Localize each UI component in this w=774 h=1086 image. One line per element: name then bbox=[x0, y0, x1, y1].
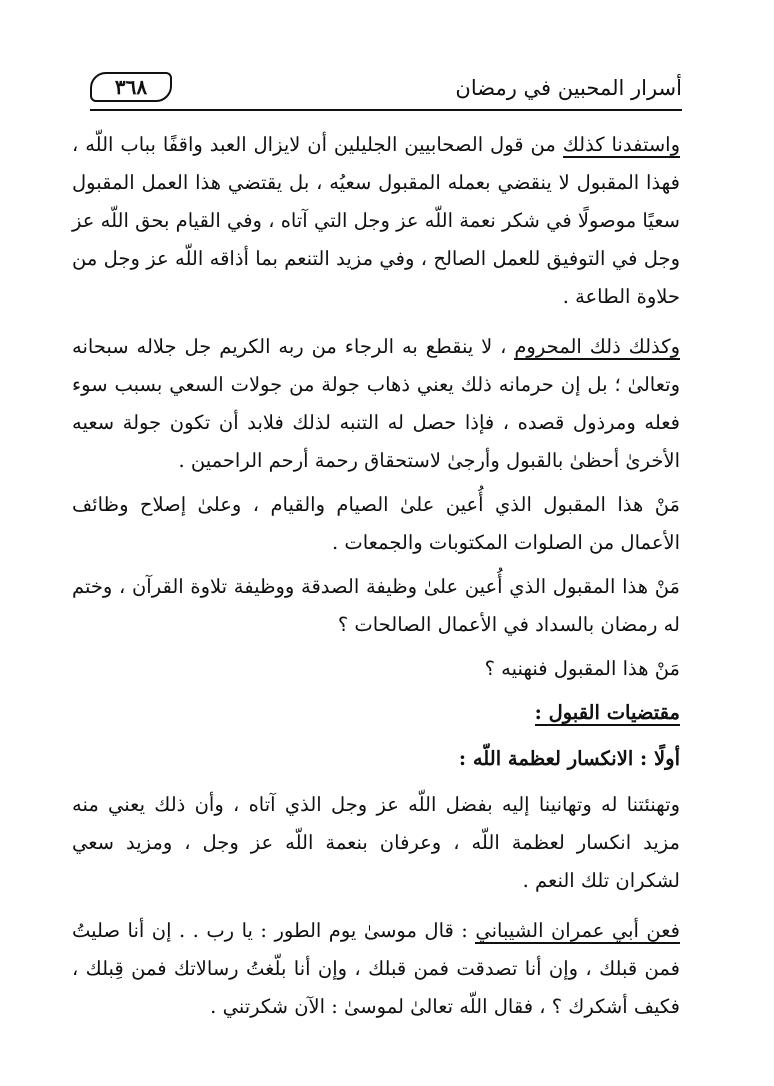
paragraph-6 bbox=[72, 786, 680, 900]
page-number-badge: ٣٦٨ bbox=[90, 72, 172, 102]
paragraph-4-text: مَنْ هذا المقبول الذي أُعين علىٰ وظيفة الصدقة ووظيفة تلاوة القرآن ، وختم له رمضان بالسداد في الأعمال الصالحات ؟ bbox=[72, 575, 680, 636]
paragraph-7-lead: فعن أبي عمران الشيباني bbox=[475, 919, 680, 942]
paragraph-2-text: ، لا ينقطع به الرجاء من ربه الكريم جل جلاله سبحانه وتعالىٰ ؛ بل إن حرمانه ذلك يعني ذهاب جولة من جولات السعي بسبب سوء فعله ومرذول قصده ، فإذا حصل له التنبه لذلك فلابد أن تكون جولة سعيه الأخرىٰ أحظىٰ بالقبول وأرجىٰ لاستحقاق رحمة أرحم الراحمين . bbox=[72, 335, 680, 472]
section-heading bbox=[72, 694, 680, 732]
running-title: أسرار المحبين في رمضان bbox=[455, 76, 682, 100]
paragraph-3-text: مَنْ هذا المقبول الذي أُعين علىٰ الصيام والقيام ، وعلىٰ إصلاح وظائف الأعمال من الصلوات المكتوبات والجمعات . bbox=[72, 493, 680, 554]
subsection-heading bbox=[72, 740, 680, 778]
paragraph-1-lead: واستفدنا كذلك bbox=[562, 133, 681, 156]
header-rule bbox=[90, 109, 682, 111]
page-header bbox=[90, 62, 682, 114]
section-heading-text: مقتضيات القبول : bbox=[534, 701, 680, 724]
paragraph-5-text: مَنْ هذا المقبول فنهنيه ؟ bbox=[484, 657, 680, 680]
subsection-heading-text: أولًا : الانكسار لعظمة اللّه : bbox=[458, 747, 680, 770]
paragraph-6-text: وتهنئتنا له وتهانينا إليه بفضل اللّه عز وجل الذي آتاه ، وأن ذلك يعني منه مزيد انكسار لعظمة اللّه ، وعرفان بنعمة اللّه عز وجل ، ومزيد سعي لشكران تلك النعم . bbox=[72, 793, 680, 892]
paragraph-4 bbox=[72, 568, 680, 644]
paragraph-1 bbox=[72, 126, 680, 316]
page-body bbox=[72, 126, 680, 1032]
paragraph-2 bbox=[72, 328, 680, 480]
paragraph-7 bbox=[72, 912, 680, 1026]
paragraph-5 bbox=[72, 650, 680, 688]
paragraph-2-lead: وكذلك ذلك المحروم bbox=[514, 335, 680, 358]
paragraph-7-text: : قال موسىٰ يوم الطور : يا رب . . إن أنا صليتُ فمن قبلك ، وإن أنا تصدقت فمن قبلك ، وإن أنا بلّغتُ رسالاتك فمن قِبلك ، فكيف أشكرك ؟ ، فقال اللّه تعالىٰ لموسىٰ : الآن شكرتني . bbox=[72, 919, 680, 1018]
paragraph-1-text: من قول الصحابيين الجليلين أن لايزال العبد واقفًا بباب اللّه ، فهذا المقبول لا ينقضي بعمله المقبول سعيُه ، بل يقتضي هذا العمل المقبول سعيًا موصولًا في شكر نعمة اللّه عز وجل التي آتاه ، وفي القيام بحق اللّه عز وجل في التوفيق للعمل الصالح ، وفي مزيد التنعم بما أذاقه اللّه عز وجل من حلاوة الطاعة . bbox=[72, 133, 680, 308]
paragraph-3 bbox=[72, 486, 680, 562]
